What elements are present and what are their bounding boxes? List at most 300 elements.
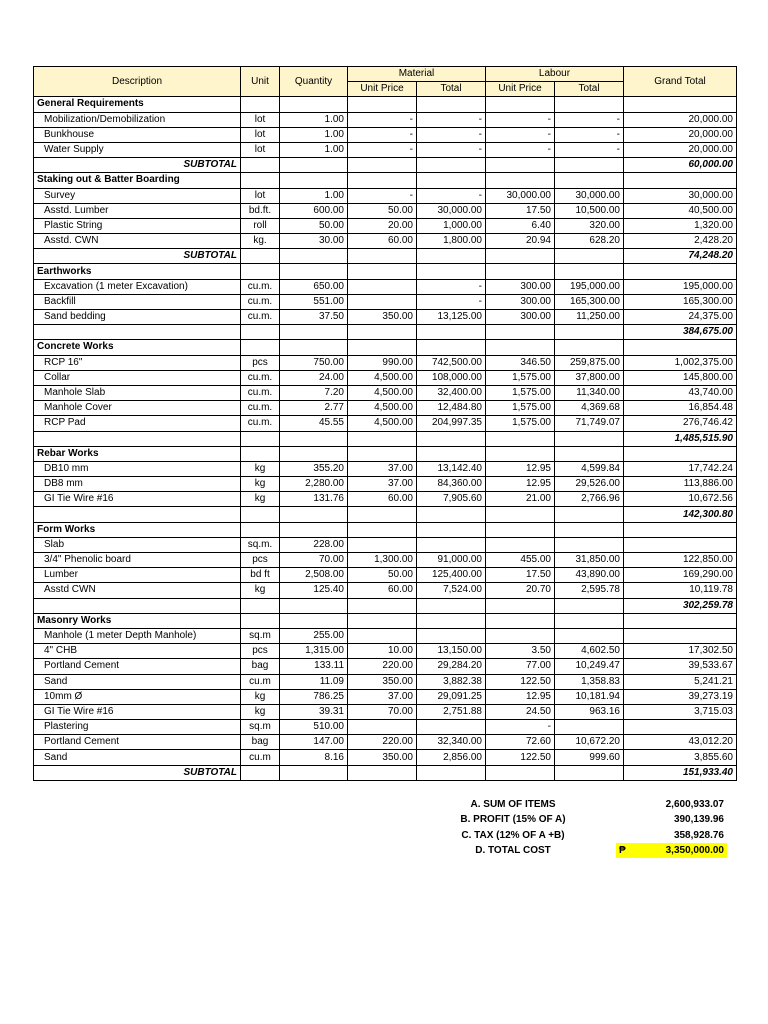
cell-desc: Bunkhouse [34,127,241,142]
empty-cell [241,522,280,537]
cell-unit: kg. [241,234,280,249]
table-row [34,234,737,249]
cell-mtot: 32,400.00 [417,385,486,400]
table-row [34,279,737,294]
cell-mup [348,720,417,735]
empty-cell [486,340,555,355]
empty-cell [280,765,348,780]
summary-value [616,812,727,827]
cell-mtot: 12,484.80 [417,401,486,416]
cell-ltot: 71,749.07 [555,416,624,431]
cell-desc: Asstd. Lumber [34,203,241,218]
empty-cell [624,97,737,112]
cell-lup: 300.00 [486,279,555,294]
empty-cell [348,158,417,173]
table-row [34,127,737,142]
section-title: Concrete Works [34,340,241,355]
cell-lup: 6.40 [486,218,555,233]
cell-mup: - [348,142,417,157]
cell-lup: 122.50 [486,674,555,689]
empty-cell [624,264,737,279]
cell-mup [348,294,417,309]
section-title: General Requirements [34,97,241,112]
cell-qty: 1.00 [280,127,348,142]
section-title: Form Works [34,522,241,537]
cell-unit: sq.m. [241,537,280,552]
empty-cell [555,613,624,628]
empty-cell [555,340,624,355]
table-row [34,583,737,598]
empty-cell [486,249,555,264]
cell-qty: 1.00 [280,112,348,127]
cell-mup: 37.00 [348,477,417,492]
cell-qty: 1,315.00 [280,644,348,659]
table-row [34,628,737,643]
cell-mtot: 125,400.00 [417,568,486,583]
cell-lup: 17.50 [486,203,555,218]
cell-mtot: 13,150.00 [417,644,486,659]
cell-grand: 30,000.00 [624,188,737,203]
cell-grand: 113,886.00 [624,477,737,492]
empty-cell [486,507,555,522]
empty-cell [280,613,348,628]
cell-unit: lot [241,112,280,127]
subtotal-label: SUBTOTAL [34,765,241,780]
cell-desc: GI Tie Wire #16 [34,704,241,719]
cost-estimate-table [33,66,737,781]
cell-ltot: 11,250.00 [555,310,624,325]
section-title: Masonry Works [34,613,241,628]
empty-cell [624,613,737,628]
subtotal-row [34,431,737,446]
table-row [34,112,737,127]
empty-cell [417,613,486,628]
cell-unit: kg [241,461,280,476]
section-header-row [34,613,737,628]
cell-unit: cu.m. [241,370,280,385]
empty-cell [348,340,417,355]
cell-ltot: 4,599.84 [555,461,624,476]
table-row [34,720,737,735]
empty-cell [417,97,486,112]
empty-cell [417,325,486,340]
table-row [34,492,737,507]
summary-value [616,828,727,843]
cell-qty: 30.00 [280,234,348,249]
cell-unit: kg [241,477,280,492]
cell-mtot: - [417,112,486,127]
cell-mtot: 30,000.00 [417,203,486,218]
summary-value [616,797,727,812]
cell-grand: 20,000.00 [624,142,737,157]
cell-mup: 990.00 [348,355,417,370]
section-title: Earthworks [34,264,241,279]
section-header-row [34,97,737,112]
cell-desc: Lumber [34,568,241,583]
cell-lup: - [486,112,555,127]
summary-row [410,828,727,843]
cell-qty: 2,280.00 [280,477,348,492]
empty-cell [348,249,417,264]
cell-grand: 1,320.00 [624,218,737,233]
empty-cell [417,264,486,279]
table-row [34,537,737,552]
cell-lup: 72.60 [486,735,555,750]
cell-grand: 3,855.60 [624,750,737,765]
cell-desc: Plastic String [34,218,241,233]
table-row [34,704,737,719]
empty-cell [280,446,348,461]
empty-cell [486,173,555,188]
cell-desc: Survey [34,188,241,203]
cell-ltot: 1,358.83 [555,674,624,689]
table-row [34,568,737,583]
empty-cell [555,173,624,188]
table-row [34,355,737,370]
cell-desc: Sand [34,750,241,765]
empty-cell [624,173,737,188]
header-grand-total: Grand Total [624,67,737,97]
cell-mtot: 1,000.00 [417,218,486,233]
summary-label: A. SUM OF ITEMS [470,799,556,811]
cell-desc: Water Supply [34,142,241,157]
cell-mup: 60.00 [348,234,417,249]
cell-mtot: 29,284.20 [417,659,486,674]
empty-cell [486,97,555,112]
empty-cell [280,264,348,279]
cell-grand: 165,300.00 [624,294,737,309]
section-header-row [34,173,737,188]
summary-label: C. TAX (12% OF A +B) [461,829,565,841]
cell-mup: 220.00 [348,735,417,750]
cell-grand: 43,740.00 [624,385,737,400]
cell-qty: 45.55 [280,416,348,431]
subtotal-row [34,507,737,522]
cell-unit: cu.m. [241,279,280,294]
cell-desc: DB10 mm [34,461,241,476]
cell-ltot [555,628,624,643]
cell-unit: cu.m [241,674,280,689]
header-material: Material [348,67,486,82]
cell-ltot: 2,595.78 [555,583,624,598]
empty-cell [555,446,624,461]
empty-cell [486,598,555,613]
empty-cell [555,522,624,537]
cell-unit: kg [241,704,280,719]
empty-cell [348,264,417,279]
cell-ltot: 10,181.94 [555,689,624,704]
cell-ltot: 30,000.00 [555,188,624,203]
cell-qty: 2.77 [280,401,348,416]
cell-grand: 10,119.78 [624,583,737,598]
subtotal-value: 1,485,515.90 [624,431,737,446]
empty-cell [417,173,486,188]
table-row [34,644,737,659]
table-row [34,203,737,218]
cell-desc: Sand bedding [34,310,241,325]
empty-cell [348,325,417,340]
cell-unit: bag [241,659,280,674]
cell-unit: pcs [241,553,280,568]
cell-grand: 40,500.00 [624,203,737,218]
empty-cell [486,264,555,279]
cell-mtot: 13,125.00 [417,310,486,325]
cell-mtot: 2,856.00 [417,750,486,765]
cell-ltot [555,537,624,552]
header-material-total: Total [417,82,486,97]
cell-lup: 300.00 [486,310,555,325]
cell-mtot: 2,751.88 [417,704,486,719]
empty-cell [280,340,348,355]
header-material-unit-price: Unit Price [348,82,417,97]
cell-grand: 3,715.03 [624,704,737,719]
cell-mtot: 32,340.00 [417,735,486,750]
cell-grand: 276,746.42 [624,416,737,431]
header-labour-unit-price: Unit Price [486,82,555,97]
cell-desc: DB8 mm [34,477,241,492]
empty-cell [555,765,624,780]
empty-cell [241,158,280,173]
cell-desc: RCP 16" [34,355,241,370]
cell-ltot: 10,500.00 [555,203,624,218]
cell-mtot: 84,360.00 [417,477,486,492]
cell-mtot: - [417,279,486,294]
cell-lup: 1,575.00 [486,416,555,431]
cell-grand [624,628,737,643]
cell-lup: - [486,720,555,735]
cell-mtot [417,720,486,735]
cell-grand: 2,428.20 [624,234,737,249]
cell-lup: 12.95 [486,477,555,492]
cell-mup: 50.00 [348,203,417,218]
summary-row [410,797,727,812]
cell-unit: kg [241,492,280,507]
cell-lup: 20.94 [486,234,555,249]
cell-lup: 346.50 [486,355,555,370]
empty-cell [348,765,417,780]
cell-mup: 220.00 [348,659,417,674]
section-title: Staking out & Batter Boarding [34,173,241,188]
cell-desc: Portland Cement [34,659,241,674]
cell-mup: 4,500.00 [348,370,417,385]
cell-grand [624,720,737,735]
cell-mup: 4,500.00 [348,401,417,416]
section-header-row [34,446,737,461]
cell-lup [486,537,555,552]
cell-grand [624,537,737,552]
cell-grand: 20,000.00 [624,127,737,142]
section-header-row [34,264,737,279]
cell-desc: Sand [34,674,241,689]
cell-lup: 1,575.00 [486,370,555,385]
cell-unit: pcs [241,355,280,370]
summary-label: D. TOTAL COST [475,845,551,857]
cell-lup: 3.50 [486,644,555,659]
empty-cell [348,613,417,628]
cell-mup: 50.00 [348,568,417,583]
summary-label: B. PROFIT (15% OF A) [460,814,566,826]
cell-grand: 43,012.20 [624,735,737,750]
cell-grand: 17,742.24 [624,461,737,476]
summary-row [410,812,727,827]
cell-ltot: 320.00 [555,218,624,233]
empty-cell [280,173,348,188]
cell-desc: Asstd CWN [34,583,241,598]
empty-cell [555,431,624,446]
cell-lup: 300.00 [486,294,555,309]
cell-ltot: 259,875.00 [555,355,624,370]
cell-desc: Excavation (1 meter Excavation) [34,279,241,294]
cell-ltot: 999.60 [555,750,624,765]
header-quantity: Quantity [280,67,348,97]
cell-grand: 5,241.21 [624,674,737,689]
cell-lup: 77.00 [486,659,555,674]
empty-cell [241,446,280,461]
table-row [34,553,737,568]
cell-unit: lot [241,127,280,142]
cell-mtot [417,537,486,552]
empty-cell [417,249,486,264]
cell-qty: 600.00 [280,203,348,218]
cell-grand: 16,854.48 [624,401,737,416]
cell-desc: Collar [34,370,241,385]
subtotal-row [34,249,737,264]
cell-desc: Asstd. CWN [34,234,241,249]
cell-lup: 455.00 [486,553,555,568]
empty-cell [241,507,280,522]
empty-cell [280,431,348,446]
cell-qty: 37.50 [280,310,348,325]
cell-mtot: 108,000.00 [417,370,486,385]
empty-cell [241,264,280,279]
cell-qty: 11.09 [280,674,348,689]
cell-mup: 70.00 [348,704,417,719]
cell-grand: 122,850.00 [624,553,737,568]
summary-value [616,843,727,858]
cell-grand: 20,000.00 [624,112,737,127]
empty-cell [486,446,555,461]
cell-mup [348,537,417,552]
empty-cell [348,446,417,461]
subtotal-value: 151,933.40 [624,765,737,780]
empty-cell [417,158,486,173]
cell-desc: 10mm Ø [34,689,241,704]
cell-grand: 39,273.19 [624,689,737,704]
cell-mtot: 91,000.00 [417,553,486,568]
cell-ltot: 628.20 [555,234,624,249]
empty-cell [348,522,417,537]
subtotal-row [34,765,737,780]
cell-unit: cu.m. [241,416,280,431]
cell-qty: 147.00 [280,735,348,750]
table-row [34,689,737,704]
cell-mup: 60.00 [348,492,417,507]
cell-qty: 70.00 [280,553,348,568]
empty-cell [624,340,737,355]
empty-cell [417,522,486,537]
table-row [34,659,737,674]
cell-unit: lot [241,188,280,203]
cell-ltot: - [555,127,624,142]
cell-mtot: 204,997.35 [417,416,486,431]
empty-cell [624,522,737,537]
cell-desc: Plastering [34,720,241,735]
cell-desc: Slab [34,537,241,552]
cell-ltot: 195,000.00 [555,279,624,294]
empty-cell [241,97,280,112]
cell-qty: 650.00 [280,279,348,294]
empty-cell [241,431,280,446]
cell-grand: 39,533.67 [624,659,737,674]
cell-mup: 37.00 [348,461,417,476]
cell-grand: 1,002,375.00 [624,355,737,370]
cell-lup: 21.00 [486,492,555,507]
cell-unit: pcs [241,644,280,659]
empty-cell [624,446,737,461]
cell-mtot [417,628,486,643]
cell-ltot: 4,369.68 [555,401,624,416]
cell-unit: bd ft [241,568,280,583]
empty-cell [486,765,555,780]
cell-unit: roll [241,218,280,233]
cell-qty: 1.00 [280,142,348,157]
empty-cell [348,173,417,188]
cell-qty: 2,508.00 [280,568,348,583]
cell-lup: - [486,142,555,157]
cell-grand: 195,000.00 [624,279,737,294]
cell-lup: 12.95 [486,461,555,476]
cell-desc: RCP Pad [34,416,241,431]
cell-grand: 10,672.56 [624,492,737,507]
cell-desc: GI Tie Wire #16 [34,492,241,507]
table-row [34,294,737,309]
cell-ltot: 10,249.47 [555,659,624,674]
cell-ltot: - [555,112,624,127]
cell-qty: 551.00 [280,294,348,309]
empty-cell [280,598,348,613]
cell-mup: - [348,127,417,142]
table-row [34,310,737,325]
table-row [34,370,737,385]
cell-qty: 131.76 [280,492,348,507]
subtotal-value: 74,248.20 [624,249,737,264]
subtotal-value: 384,675.00 [624,325,737,340]
empty-cell [241,765,280,780]
table-row [34,188,737,203]
cell-mtot: 3,882.38 [417,674,486,689]
cell-lup: 1,575.00 [486,401,555,416]
summary-body [410,797,727,858]
empty-cell [348,431,417,446]
cell-mup: 1,300.00 [348,553,417,568]
cell-grand: 169,290.00 [624,568,737,583]
table-row [34,142,737,157]
cell-ltot: 4,602.50 [555,644,624,659]
subtotal-row [34,598,737,613]
cell-mup: 4,500.00 [348,416,417,431]
cell-desc: Backfill [34,294,241,309]
cell-mup: 10.00 [348,644,417,659]
empty-cell [417,507,486,522]
empty-cell [348,97,417,112]
summary-amount: 358,928.76 [673,829,724,841]
cell-mup: 350.00 [348,674,417,689]
cell-mtot: - [417,188,486,203]
cell-qty: 355.20 [280,461,348,476]
cell-qty: 786.25 [280,689,348,704]
empty-cell [280,249,348,264]
empty-cell [241,340,280,355]
